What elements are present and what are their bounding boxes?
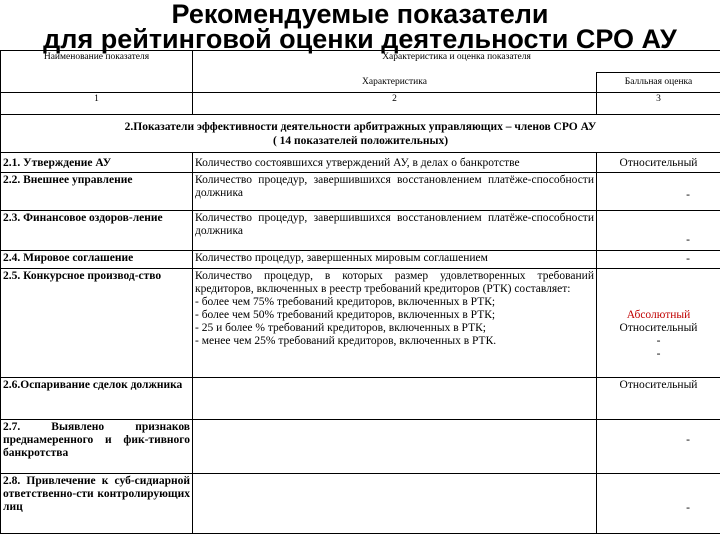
score-dash: - bbox=[656, 335, 661, 347]
table-row bbox=[1, 420, 720, 474]
column-numbers-row bbox=[1, 93, 720, 115]
row-score: - bbox=[686, 253, 691, 265]
row-score: - bbox=[686, 502, 691, 514]
section-row bbox=[1, 115, 720, 153]
section-title: 2.Показатели эффективности деятельности арбитражных управляющих – членов СРО АУ bbox=[124, 121, 597, 133]
row-name: 2.8. Привлечение к суб-сидиарной ответственно-сти контролирующих лиц bbox=[1, 474, 193, 534]
header-characteristic-label: Характеристика bbox=[362, 76, 427, 87]
table-header-row bbox=[1, 51, 720, 73]
score-dash: - bbox=[656, 348, 661, 360]
row-score: Относительный bbox=[597, 153, 720, 173]
list-item: - более чем 75% требований кредиторов, включенных в РТК; bbox=[195, 296, 496, 308]
row-name: 2.6.Оспаривание сделок должника bbox=[1, 378, 193, 420]
row-description-cell bbox=[193, 269, 597, 378]
header-score-cell bbox=[597, 73, 720, 93]
row-name: 2.7. Выявлено признаков преднамеренного и фик-тивного банкротства bbox=[1, 420, 193, 474]
row-name: 2.2. Внешнее управление bbox=[1, 173, 193, 211]
page-title: Рекомендуемые показатели bbox=[171, 0, 549, 29]
row-description bbox=[193, 420, 597, 474]
page-subtitle: для рейтинговой оценки деятельности СРО АУ bbox=[43, 24, 677, 54]
row-score: Относительный bbox=[597, 378, 720, 420]
table-row bbox=[1, 378, 720, 420]
list-item: - 25 и более % требований кредиторов, включенных в РТК; bbox=[195, 322, 486, 334]
row-name: 2.5. Конкурсное производ-ство bbox=[1, 269, 193, 378]
score-absolute: Абсолютный bbox=[626, 309, 691, 321]
list-item: - более чем 50% требований кредиторов, включенных в РТК; bbox=[195, 309, 496, 321]
column-number-2: 2 bbox=[193, 93, 597, 115]
row-description bbox=[193, 474, 597, 534]
table-row bbox=[1, 474, 720, 534]
row-description: Количество состоявшихся утверждений АУ, в делах о банкротстве bbox=[193, 153, 597, 173]
row-name: 2.3. Финансовое оздоров-ление bbox=[1, 211, 193, 251]
header-name-cell bbox=[1, 51, 193, 93]
table-row bbox=[1, 153, 720, 173]
row-score: - bbox=[686, 434, 691, 446]
score-relative: Относительный bbox=[619, 322, 698, 334]
section-heading bbox=[1, 115, 720, 153]
row-score-cell bbox=[597, 420, 720, 474]
table-row bbox=[1, 251, 720, 269]
section-count: ( 14 показателей положительных) bbox=[272, 135, 449, 147]
row-name: 2.4. Мировое соглашение bbox=[1, 251, 193, 269]
row-score-cell bbox=[597, 211, 720, 251]
row-score: - bbox=[686, 189, 691, 201]
row-description: Количество процедур, в которых размер удовлетворенных требований кредиторов, включенных в реестр требований кредиторов (РТК) составляет: bbox=[195, 270, 594, 295]
row-scores-cell bbox=[597, 269, 720, 378]
list-item: - менее чем 25% требований кредиторов, включенных в РТК. bbox=[195, 335, 497, 347]
row-description: Количество процедур, завершившихся восстановлением платёже-способности должника bbox=[193, 173, 597, 211]
row-score-cell bbox=[597, 251, 720, 269]
header-name-label: Наименование показателя bbox=[43, 52, 150, 62]
header-group-label: Характеристика и оценка показателя bbox=[382, 52, 531, 62]
row-score-cell bbox=[597, 173, 720, 211]
header-characteristic-cell bbox=[193, 73, 597, 93]
column-number-3: 3 bbox=[597, 93, 720, 115]
row-description: Количество процедур, завершенных мировым соглашением bbox=[193, 251, 597, 269]
column-number-1: 1 bbox=[1, 93, 193, 115]
row-description: Количество процедур, завершившихся восстановлением платёже-способности должника bbox=[193, 211, 597, 251]
row-score-cell bbox=[597, 474, 720, 534]
row-score: - bbox=[686, 234, 691, 246]
indicators-table bbox=[0, 50, 720, 534]
table-row bbox=[1, 173, 720, 211]
table-row bbox=[1, 269, 720, 378]
row-description bbox=[193, 378, 597, 420]
table-row bbox=[1, 211, 720, 251]
header-score-label: Балльная оценка bbox=[624, 77, 693, 87]
row-name: 2.1. Утверждение АУ bbox=[1, 153, 193, 173]
header-group-cell bbox=[193, 51, 720, 73]
